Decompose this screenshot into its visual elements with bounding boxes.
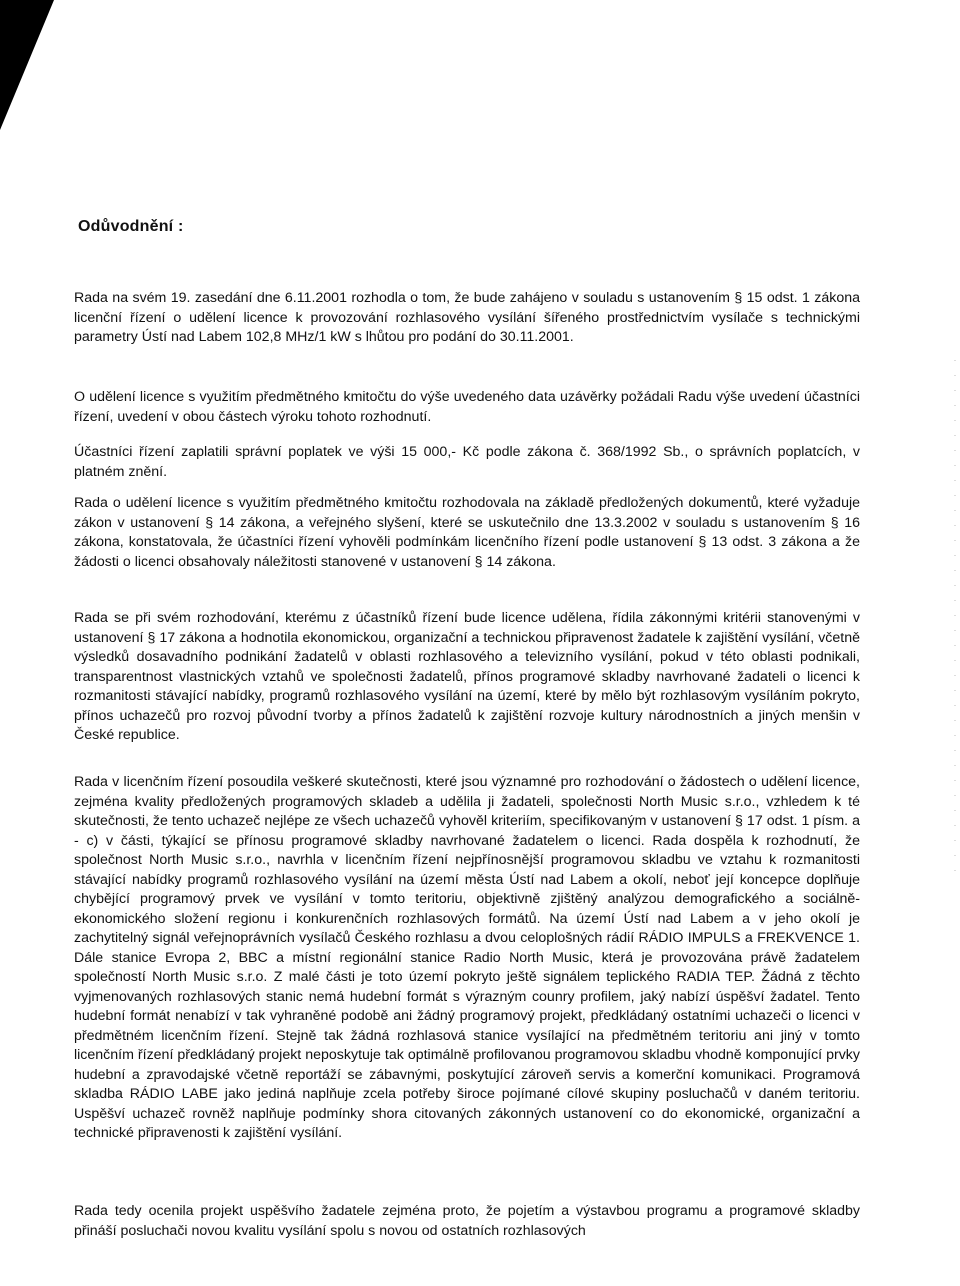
section-heading: Odůvodnění : — [78, 218, 184, 235]
scan-margin-dots — [954, 360, 956, 880]
paragraph-fee: Účastníci řízení zaplatili správní poplatek ve výši 15 000,- Kč podle zákona č. 368/1992 Sb., o správních poplatcích, v platném znění. — [74, 444, 860, 480]
paragraph-proceedings-start: Rada na svém 19. zasedání dne 6.11.2001 rozhodla o tom, že bude zahájeno v souladu s ustanovením § 15 odst. 1 zákona licenční řízení o udělení licence k provozování rozhlasového vysílání šířeného prostřednictvím vysílače s technickými parametry Ústí nad Labem 102,8 MHz/1 kW s lhůtou pro podání do 30.11.2001. — [74, 290, 860, 345]
paragraph-criteria: Rada se při svém rozhodování, kterému z účastníků řízení bude licence udělena, řídila zákonnými kritérii stanovenými v ustanovení § 17 zákona a hodnotila ekonomickou, organizační a technickou připravenost žadatele k zajištění vysílání, včetně výsledků dosavadního podnikání žadatelů v oblasti rozhlasového a televizního vysílání, pokud v této oblasti podnikali, transparentnost vlastnických vztahů ve společnosti žadatelů, přínos programové skladby navrhované žadateli o licenci k rozmanitosti stávající nabídky, programů rozhlasového vysílání na území, které by mělo být rozhlasovým vysíláním pokryto, přínos uchazečů pro rozvoj původní tvorby a přínos žadatelů k zajištění rozvoje kultury národnostních a jiných menšin v České republice. — [74, 610, 860, 743]
scan-edge-mark — [0, 0, 56, 132]
paragraph-applicants: O udělení licence s využitím předmětného kmitočtu do výše uvedeného data uzávěrky požádali Radu výše uvedení účastníci řízení, uvedení v obou částech výroku tohoto rozhodnutí. — [74, 389, 860, 425]
paragraph-conclusion: Rada tedy ocenila projekt uspěšvího žadatele zejména proto, že pojetím a výstavbou programu a programové skladby přináší posluchači novou kvalitu vysílání spolu s novou od ostatních rozhlasových — [74, 1203, 860, 1239]
paragraph-documents: Rada o udělení licence s využitím předmětného kmitočtu rozhodovala na základě předložených dokumentů, které vyžaduje zákon v ustanovení § 14 zákona, a veřejného slyšení, které se uskutečnilo dne 13.3.2002 v souladu s ustanovením § 16 zákona, konstatovala, že účastníci řízení vyhověli podmínkám licenčního řízení podle ustanovení § 13 odst. 3 zákona a že žádosti o licenci obsahovaly náležitosti stanovené v ustanovení § 14 zákona. — [74, 495, 860, 570]
paragraph-assessment: Rada v licenčním řízení posoudila veškeré skutečnosti, které jsou významné pro rozhodování o žádostech o udělení licence, zejména kvality předložených programových skladeb a udělila ji žadateli, společnosti North Music s.r.o., vzhledem k té skutečnosti, že tento uchazeč nejlépe ze všech uchazečů vyhověl kriteriím, specifikovaným v ustanovení § 17 odst. 1 písm. a - c) v části, týkající se přínosu programové skladby navrhované žadatelem o licenci. Rada dospěla k rozhodnutí, že společnost North Music s.r.o., navrhla v licenčním řízení nejpřínosnější programovou skladbu ve vztahu k rozmanitosti stávající nabídky programů rozhlasového vysílání na území města Ústí nad Labem a okolí, neboť její koncepce doplňuje chybějící programový prvek ve vysílání v tomto teritoriu, objektivně zjištěný analýzou demografického a sociálně-ekonomického složení regionu i konkurenčních rozhlasových formátů. Na území Ústí nad Labem a v jeho okolí je zachytitelný signál veřejnoprávních vysílačů Českého rozhlasu a dvou celoplošných rádií RÁDIO IMPULS a FREKVENCE 1. Dále stanice Evropa 2, BBC a místní regionální stanice Radio North Music, která je provozována právě žadatelem společností North Music s.r.o. Z malé části je toto území pokryto ještě signálem teplického RADIA TEP. Žádná z těchto vyjmenovaných rozhlasových stanic nemá hudební formát s výrazným counry profilem, jaký nabízí úspěšví žadatel. Tento hudební formát nenabízí v tak vyhraněné podobě ani žádný programový projekt, předkládaný ostatními uchazeči o licenci v předmětném licenčním řízení. Stejně tak žádná rozhlasová stanice vysílající na předmětném teritoriu ani jiný v tomto licenčním řízení předkládaný projekt neposkytuje tak optimálně profilovanou programovou skladbu vhodně komponující prvky hudební a zpravodajské včetně reportáží se zábavnými, poskytující zároveň servis a komerční komunikaci. Programová skladba RÁDIO LABE jako jediná naplňuje zcela potřeby široce pojímané cílové skupiny posluchačů v daném teritoriu. Uspěšví uchazeč rovněž naplňuje podmínky shora citovaných zákonných ustanovení co do ekonomické, organizační a technické připravenosti k zajištění vysílání. — [74, 774, 860, 1141]
